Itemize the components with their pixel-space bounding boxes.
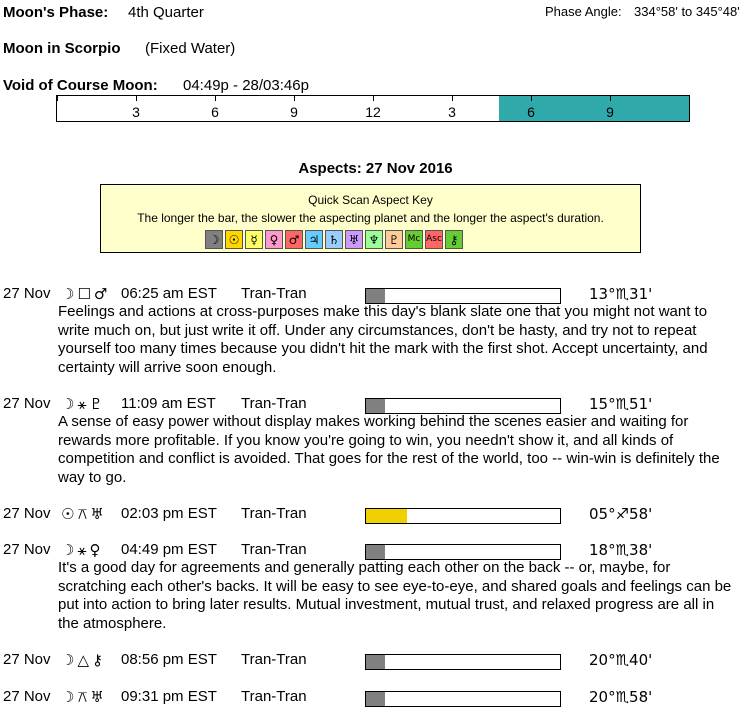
aspect-key-swatch: ♄ [325, 230, 343, 249]
aspect-duration-fill [366, 399, 385, 413]
aspect-type: Tran-Tran [241, 688, 307, 705]
aspect-position: 18°♏38' [589, 541, 653, 559]
aspect-time: 09:31 pm EST [121, 688, 217, 705]
aspect-position: 13°♏31' [589, 285, 653, 303]
aspect-key-swatch: ♅ [345, 230, 363, 249]
aspect-key-swatch: Mc [405, 230, 423, 249]
timeline-tick-label: 3 [132, 104, 140, 120]
aspect-key-title: Quick Scan Aspect Key [308, 193, 433, 207]
void-of-course-value: 04:49p - 28/03:46p [183, 77, 309, 94]
aspect-position: 15°♏51' [589, 395, 653, 413]
aspect-duration-fill [366, 289, 385, 303]
aspect-interpretation: A sense of easy power without display makes working behind the scenes easier and waiting for rewards more profitable. If you know you're going to win, you needn't show it, and all kinds of competition and conflict is avoided. That goes for the rest of the world, too -- win-win is definitely the way to go. [58, 413, 720, 486]
aspect-position: 05°♐58' [589, 505, 653, 523]
aspect-glyphs: ☽☐♂ [61, 285, 111, 303]
void-of-course-timeline [56, 95, 690, 122]
void-of-course-label: Void of Course Moon: [3, 77, 158, 94]
aspect-duration-bar [365, 544, 561, 560]
moon-phase-label: Moon's Phase: [3, 4, 109, 21]
timeline-tick-label: 6 [211, 104, 219, 120]
aspect-row [3, 285, 748, 305]
aspect-date: 27 Nov [3, 285, 51, 302]
timeline-tick-label: 3 [448, 104, 456, 120]
aspect-key-box [100, 184, 641, 253]
aspect-date: 27 Nov [3, 541, 51, 558]
aspect-duration-bar [365, 691, 561, 707]
aspect-row [3, 541, 748, 561]
timeline-tick [136, 96, 137, 101]
aspect-interpretation: Feelings and actions at cross-purposes make this day's blank slate one that you might not want to write much on, but just write it off. Under any circumstances, don't be hasty, and try not to repeat yourself too many times because you didn't hit the mark with the first shot. Accept uncertainty, and certainty will arrive soon enough. [58, 303, 708, 376]
timeline-tick [294, 96, 295, 101]
aspect-interpretation: It's a good day for agreements and generally patting each other on the back -- or, maybe, for scratching each other's backs. It will be easy to see eye-to-eye, and shared goals and feelings can be put into action to bring later results. Mutual investment, mutual trust, and relaxed progress are all in the atmosphere. [58, 559, 732, 632]
aspect-position: 20°♏40' [589, 651, 653, 669]
aspect-glyphs: ☽⚹♇ [61, 395, 106, 413]
aspect-duration-bar [365, 288, 561, 304]
aspect-key-swatch: ♃ [305, 230, 323, 249]
aspect-position: 20°♏58' [589, 688, 653, 706]
timeline-tick [373, 96, 374, 101]
timeline-tick-label: 9 [290, 104, 298, 120]
moon-sign-element: (Fixed Water) [145, 40, 236, 57]
aspect-row [3, 395, 748, 415]
aspect-duration-bar [365, 654, 561, 670]
timeline-tick [610, 96, 611, 101]
aspects-heading: Aspects: 27 Nov 2016 [298, 160, 453, 177]
aspect-type: Tran-Tran [241, 285, 307, 302]
aspect-duration-fill [366, 655, 385, 669]
aspect-time: 06:25 am EST [121, 285, 217, 302]
timeline-tick-label: 12 [365, 104, 381, 120]
aspect-key-swatch: Asc [425, 230, 443, 249]
aspect-key-swatch: ☽ [205, 230, 223, 249]
aspect-key-swatch: ⚷ [445, 230, 463, 249]
aspect-row [3, 505, 748, 525]
moon-phase-value: 4th Quarter [128, 4, 204, 21]
aspect-key-description: The longer the bar, the slower the aspecting planet and the longer the aspect's duration. [137, 211, 604, 225]
aspect-row [3, 651, 748, 671]
aspect-glyphs: ☽△⚷ [61, 651, 106, 669]
phase-angle-value: 334°58' to 345°48' [634, 4, 740, 19]
aspect-duration-fill [366, 509, 407, 523]
timeline-tick [531, 96, 532, 101]
aspect-key-swatch: ☿ [245, 230, 263, 249]
moon-sign-label: Moon in Scorpio [3, 40, 121, 57]
aspect-type: Tran-Tran [241, 541, 307, 558]
aspect-glyphs: ☽⚻♅ [61, 688, 107, 706]
aspect-key-swatch: ☉ [225, 230, 243, 249]
timeline-tick [215, 96, 216, 101]
timeline-tick-label: 6 [527, 104, 535, 120]
phase-angle-label: Phase Angle: [545, 4, 622, 19]
aspect-date: 27 Nov [3, 505, 51, 522]
aspect-time: 04:49 pm EST [121, 541, 217, 558]
aspect-key-swatch: ♆ [365, 230, 383, 249]
aspect-time: 08:56 pm EST [121, 651, 217, 668]
timeline-tick [689, 96, 690, 101]
aspect-key-swatch: ♂ [285, 230, 303, 249]
aspect-glyphs: ☉⚻♅ [61, 505, 107, 523]
aspect-type: Tran-Tran [241, 395, 307, 412]
aspect-type: Tran-Tran [241, 505, 307, 522]
timeline-tick [452, 96, 453, 101]
aspect-duration-fill [366, 545, 385, 559]
timeline-tick [57, 96, 58, 101]
aspect-date: 27 Nov [3, 651, 51, 668]
timeline-tick-label: 9 [606, 104, 614, 120]
aspect-key-swatch: ♇ [385, 230, 403, 249]
aspect-date: 27 Nov [3, 395, 51, 412]
aspect-glyphs: ☽⚹♀ [61, 541, 104, 559]
aspect-duration-fill [366, 692, 385, 706]
aspect-time: 11:09 am EST [121, 395, 216, 412]
aspect-time: 02:03 pm EST [121, 505, 217, 522]
aspect-duration-bar [365, 508, 561, 524]
aspect-date: 27 Nov [3, 688, 51, 705]
aspect-key-swatches [205, 230, 465, 249]
aspect-duration-bar [365, 398, 561, 414]
aspect-key-swatch: ♀ [265, 230, 283, 249]
aspect-type: Tran-Tran [241, 651, 307, 668]
aspect-row [3, 688, 748, 708]
